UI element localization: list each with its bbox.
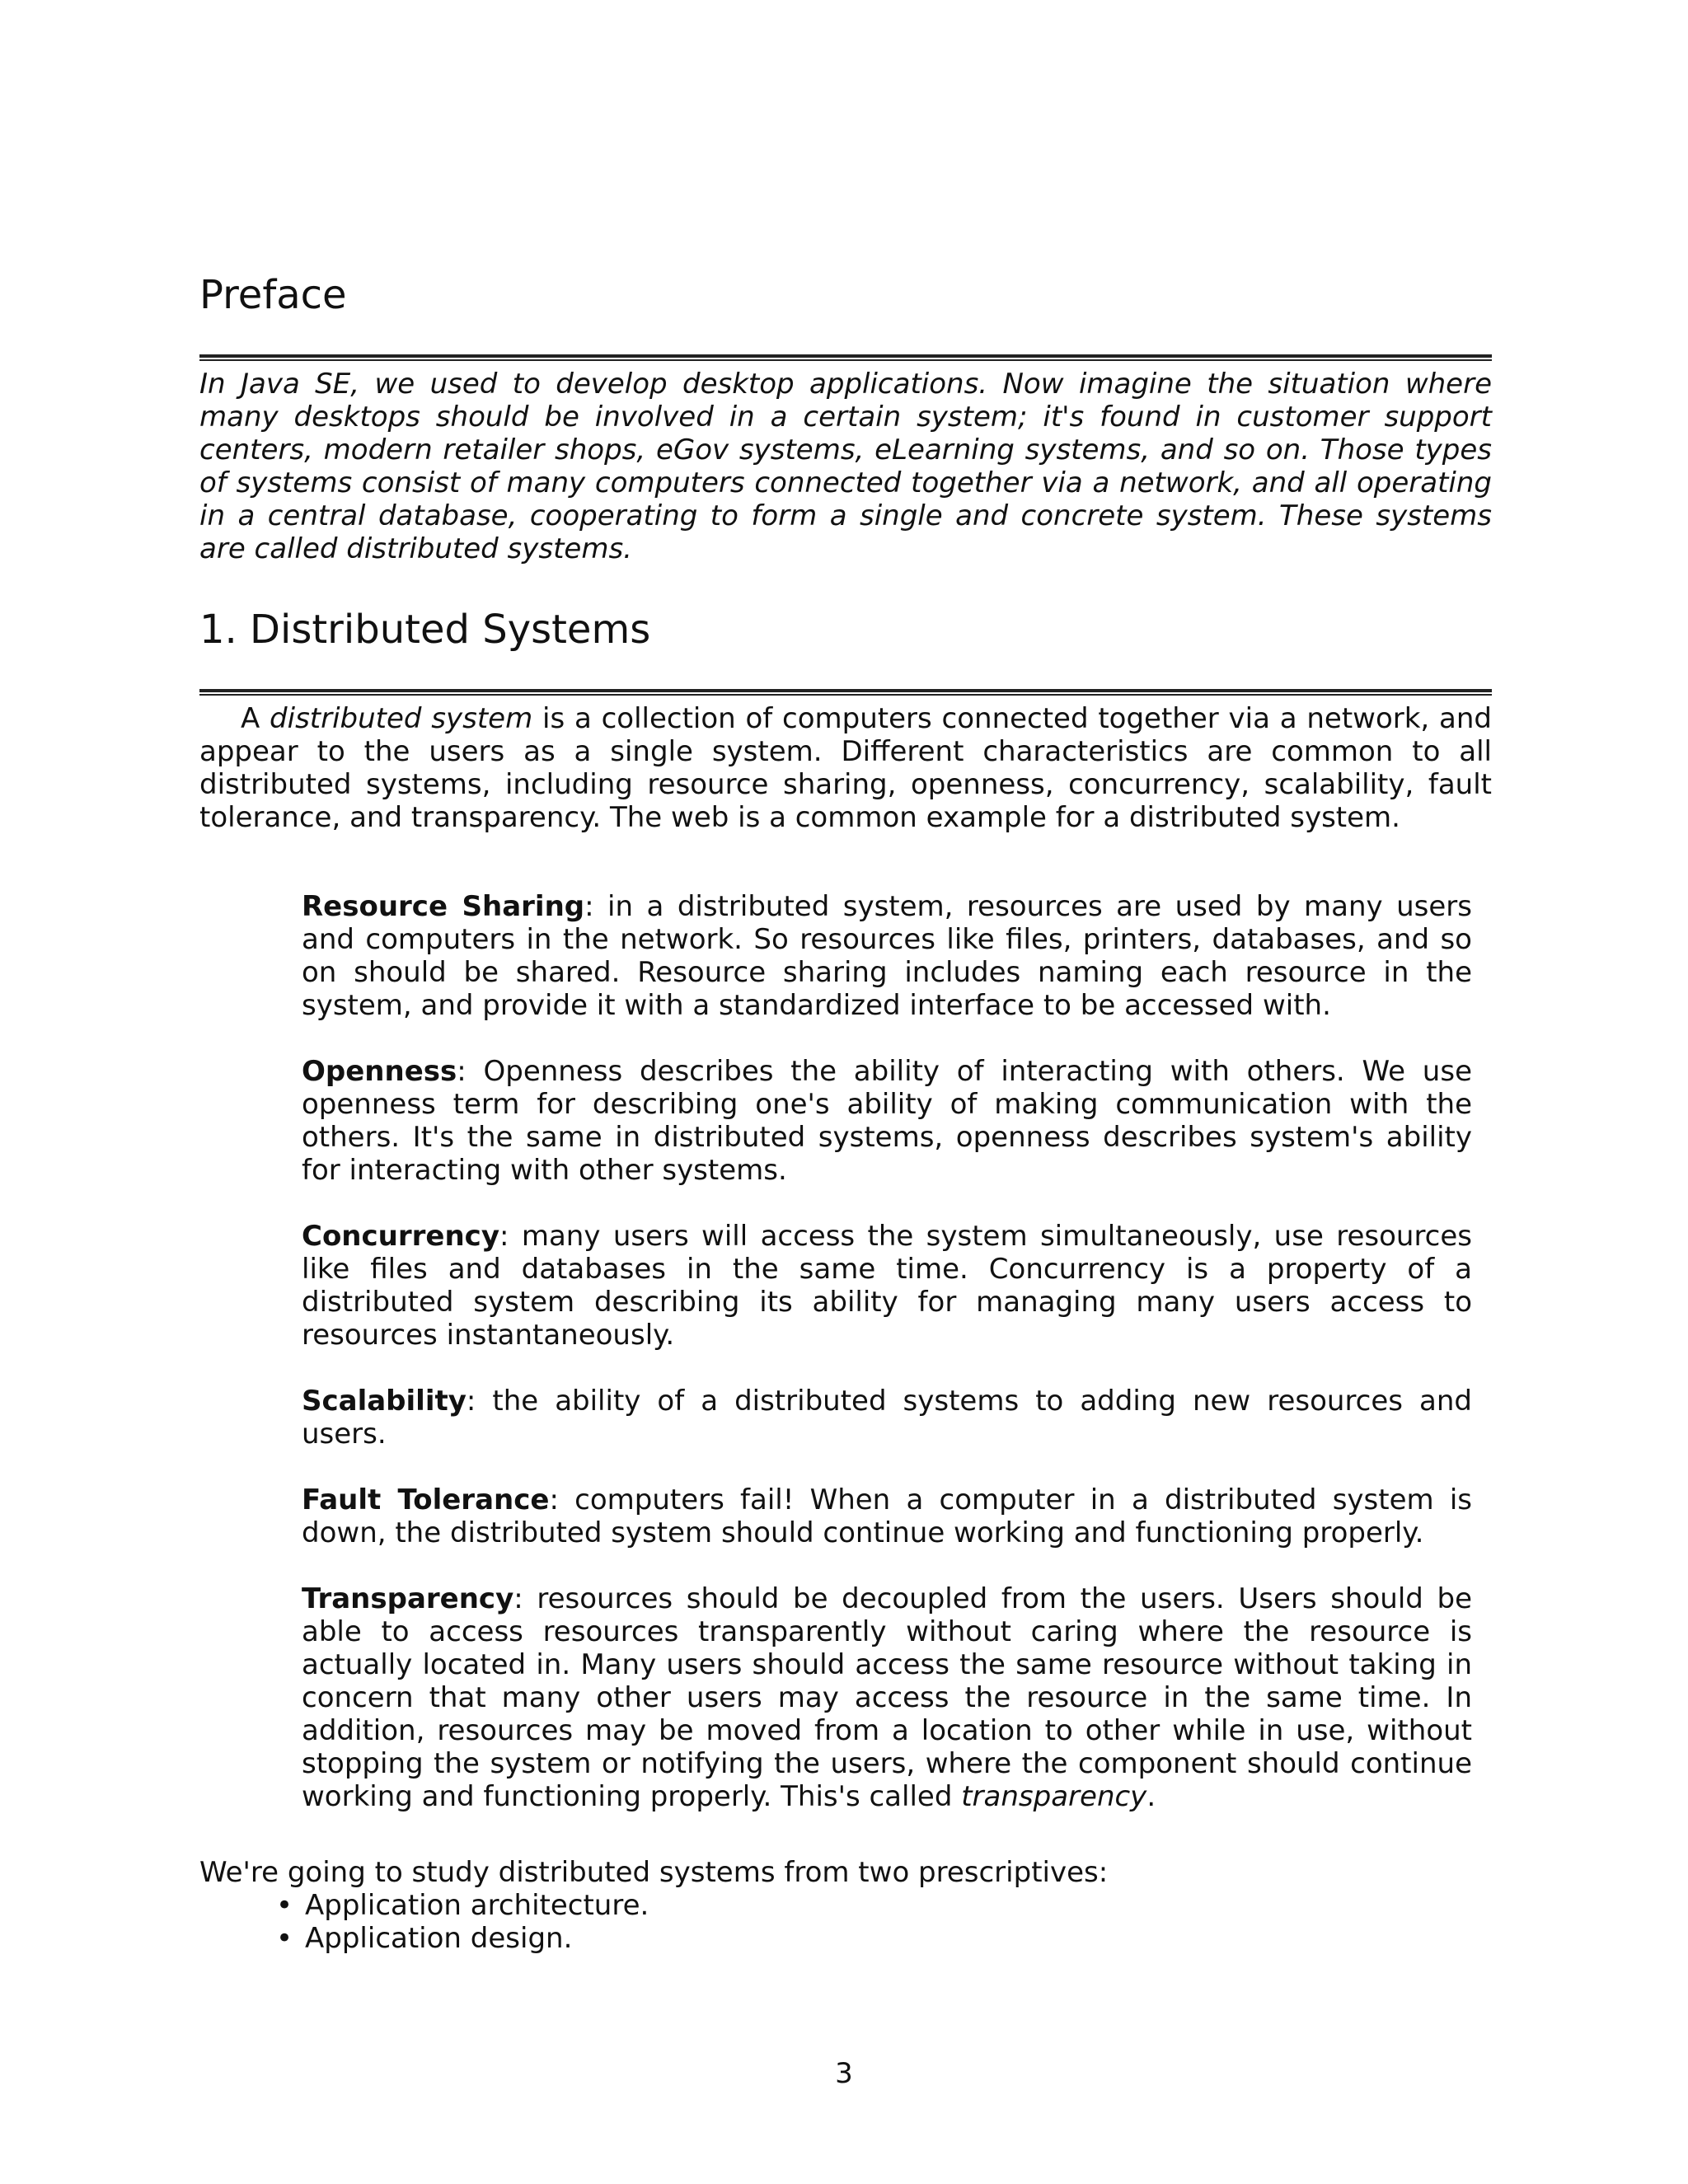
- characteristics-list: [302, 890, 1472, 1813]
- page-content: [199, 272, 1492, 1955]
- page-number: 3: [835, 2057, 853, 2090]
- bullet-icon: •: [275, 1889, 293, 1922]
- characteristic-text: : computers fail! When a computer in a distributed system is down, the distributed system should continue working and functioning properly.: [302, 1483, 1472, 1549]
- preface-heading: Preface: [199, 272, 347, 318]
- characteristic-term: Concurrency: [302, 1220, 499, 1253]
- list-item: [272, 1922, 1492, 1955]
- characteristic-concurrency: [302, 1220, 1472, 1352]
- characteristic-openness: [302, 1055, 1472, 1187]
- characteristic-text: : resources should be decoupled from the users. Users should be able to access resources transparently without caring where the resource is actually located in. Many users should access the same resource without taking in concern that many other users may access the resource in the same time. In addition, resources may be moved from a location to other while in use, without stopping the system or notifying the users, where the component should continue working and functioning properly. This's called: [302, 1582, 1472, 1813]
- characteristic-term: Transparency: [302, 1582, 514, 1615]
- list-item-text: Application architecture.: [305, 1889, 649, 1922]
- characteristic-suffix: .: [1146, 1780, 1156, 1813]
- section-rule: [199, 689, 1492, 696]
- intro-paragraph: [199, 702, 1492, 834]
- intro-prefix: A: [241, 702, 270, 735]
- study-intro: We're going to study distributed systems from two prescriptives:: [199, 1856, 1109, 1889]
- characteristic-emphasis: transparency: [961, 1780, 1147, 1813]
- intro-emphasis: distributed system: [270, 702, 533, 735]
- list-item: [272, 1889, 1492, 1922]
- intro-rest: is a collection of computers connected together via a network, and appear to the users as a single system. Different characteristics are common to all distributed systems, including resource sharing, openness, concurrency, scalability, fault tolerance, and transparency. The web is a common example for a distributed system.: [199, 702, 1492, 834]
- preface-rule: [199, 354, 1492, 361]
- characteristic-term: Scalability: [302, 1385, 467, 1418]
- preface-paragraph: In Java SE, we used to develop desktop applications. Now imagine the situation where many desktops should be involved in a certain system; it's found in customer support centers, modern retailer shops, eGov systems, eLearning systems, and so on. Those types of systems consist of many computers connected together via a network, and all operating in a central database, cooperating to form a single and concrete system. These systems are called distributed systems.: [199, 368, 1492, 565]
- characteristic-text: : the ability of a distributed systems to adding new resources and users.: [302, 1385, 1472, 1451]
- characteristic-term: Openness: [302, 1055, 457, 1088]
- characteristic-text: : Openness describes the ability of interacting with others. We use openness term for describing one's ability of making communication with the others. It's the same in distributed systems, openness describes system's ability for interacting with other systems.: [302, 1055, 1472, 1187]
- characteristic-resource-sharing: [302, 890, 1472, 1022]
- bullet-icon: •: [275, 1922, 293, 1955]
- characteristic-term: Resource Sharing: [302, 890, 585, 923]
- section-heading-distributed-systems: 1. Distributed Systems: [199, 607, 651, 653]
- characteristic-scalability: [302, 1385, 1472, 1451]
- characteristic-transparency: [302, 1582, 1472, 1813]
- perspectives-list: [199, 1889, 1492, 1955]
- list-item-text: Application design.: [305, 1922, 573, 1955]
- characteristic-fault-tolerance: [302, 1483, 1472, 1549]
- characteristic-text: : many users will access the system simultaneously, use resources like files and databases in the same time. Concurrency is a property of a distributed system describing its ability for managing many users access to resources instantaneously.: [302, 1220, 1472, 1352]
- characteristic-term: Fault Tolerance: [302, 1483, 550, 1516]
- characteristic-text: : in a distributed system, resources are used by many users and computers in the network. So resources like files, printers, databases, and so on should be shared. Resource sharing includes naming each resource in the system, and provide it with a standardized interface to be accessed with.: [302, 890, 1472, 1022]
